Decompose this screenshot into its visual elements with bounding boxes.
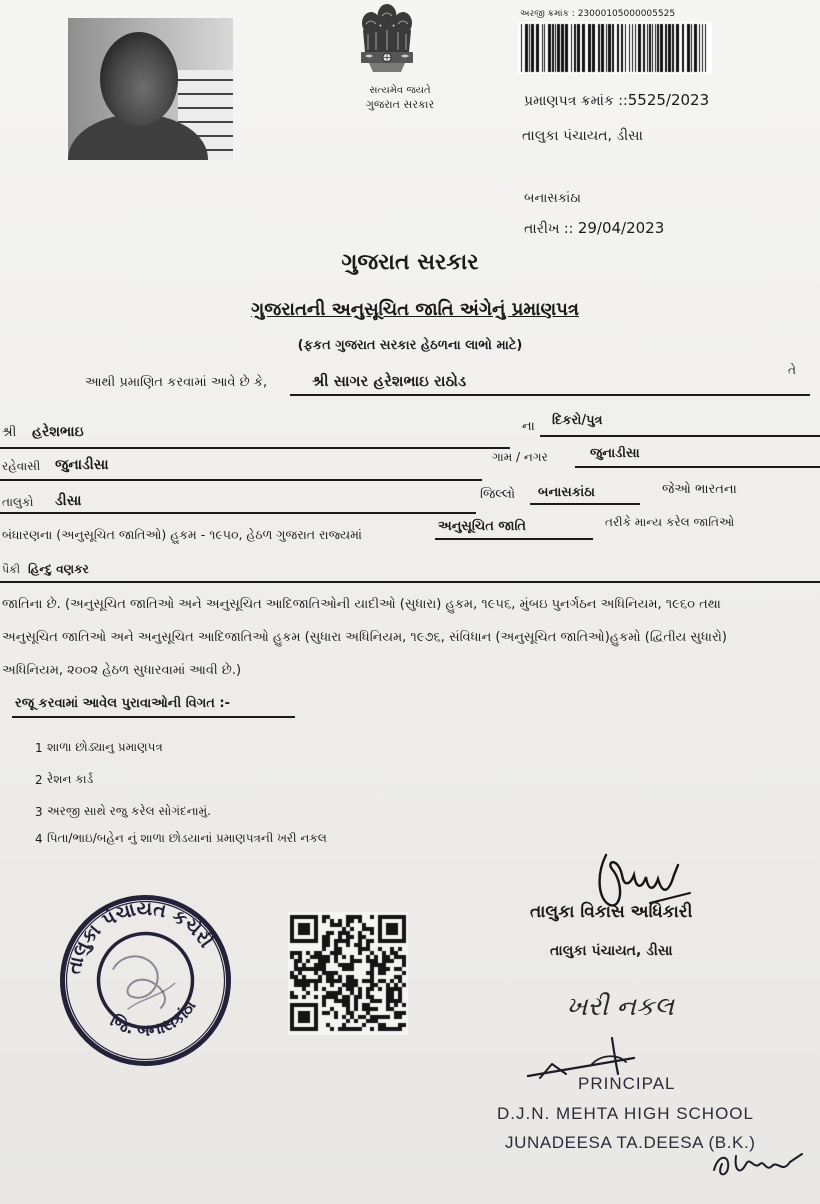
certificate-title: ગુજરાતની અનુસૂચિત જાતિ અંગેનું પ્રમાણપત્ર — [251, 299, 579, 320]
svg-text:જિ. બનાસકાંઠા — [104, 994, 204, 1048]
relation-prefix: ના — [522, 419, 535, 434]
order-text: બંધારણના (અનુસૂચિત જાતિઓ) હુકમ - ૧૯૫૦, હેઠળ ગુજરાત રાજ્યમાં — [2, 527, 362, 542]
intro-label: આથી પ્રમાણિત કરવામાં આવે છે કે, — [85, 375, 268, 390]
principal-title: PRINCIPAL — [578, 1074, 676, 1093]
state-emblem-icon — [352, 0, 422, 86]
taluka-label: તાલુકો — [2, 495, 34, 509]
school-name: D.J.N. MEHTA HIGH SCHOOL — [497, 1104, 754, 1123]
resident-underline — [0, 479, 482, 481]
taluka-panchayat-seal — [42, 877, 250, 1085]
district-label: જિલ્લો — [480, 487, 516, 502]
applicant-photo — [68, 18, 233, 160]
barcode — [518, 22, 712, 74]
application-number: અરજી ક્રમાંક : 23000105000005525 — [520, 9, 676, 19]
proof-item-number: 1 — [35, 741, 43, 755]
relation-underline — [540, 435, 820, 437]
principal-initials-signature — [706, 1140, 810, 1186]
village-underline — [575, 466, 820, 468]
government-heading: ગુજરાત સરકાર — [341, 250, 479, 275]
legal-text-line: અધિનિયમ, ૨૦૦૨ હેઠળ સુધારવામાં આવી છે.) — [2, 663, 242, 678]
district-suffix: જેઓ ભારતના — [662, 482, 737, 497]
village-label: ગામ / નગર — [492, 450, 548, 464]
certificate-note: (ફકત ગુજરાત સરકાર હેઠળના લાભો માટે) — [297, 338, 523, 353]
emblem-government-label: ગુજરાત સરકાર — [365, 98, 435, 111]
proof-item-number: 4 — [35, 832, 43, 846]
qr-code — [288, 912, 408, 1035]
proofs-heading-underline — [12, 716, 295, 718]
relation: દિકરો/પુત્ર — [552, 413, 603, 428]
resident-of: જુનાડીસા — [55, 457, 109, 473]
proof-item-number: 3 — [35, 805, 43, 819]
seal-bottom-text: જિ. બનાસકાંઠા — [107, 996, 200, 1040]
district: બનાસકાંઠા — [538, 485, 595, 500]
category: અનુસૂચિત જાતિ — [438, 519, 527, 534]
caste-underline — [0, 581, 820, 583]
legal-text-line: જાતિના છે. (અનુસૂચિત જાતિઓ અને અનુસૂચિત આદિજાતિઓની યાદીઓ (સુધારા) હુકમ, ૧૯૫૬, મુંબઇ પુનર્ગઠન અધિનિયમ, ૧૯૬૦ તથા — [2, 597, 721, 612]
holder-name-underline — [290, 394, 810, 396]
issue-date-row — [524, 218, 784, 239]
legal-text-line: અનુસૂચિત જાતિઓ અને અનુસૂચિત આદિજાતિઓ હુકમ (સુધારા અધિનિયમ, ૧૯૭૬, સંવિધાન (અનુસૂચિત જાતિઓ)હુકમો (દ્વિતીય સુધારો) — [2, 630, 727, 645]
signatory-office: તાલુકા પંચાયત, ડીસા — [550, 943, 673, 959]
father-name-underline — [0, 447, 510, 449]
proof-item-text: અરજી સાથે રજુ કરેલ સોગંદનામું. — [47, 804, 211, 818]
issuing-district: બનાસકાંઠા — [524, 191, 581, 206]
district-underline — [530, 503, 640, 505]
proof-item-text: પિતા/ભાઇ/બહેન નું શાળા છોડયાનાં પ્રમાણપત્રની ખરી નકલ — [47, 831, 327, 845]
father-prefix: શ્રી — [2, 425, 17, 440]
photo-head — [100, 32, 178, 126]
proof-item-text: રેશન કાર્ડ — [47, 772, 94, 786]
caste-prefix: પૈકી — [2, 563, 21, 576]
village: જુનાડીસા — [590, 446, 640, 461]
holder-name: શ્રી સાગર હરેશભાઇ રાઠોડ — [312, 372, 467, 390]
emblem-motto: સત્યમેવ જયતે — [369, 85, 431, 96]
resident-label: રહેવાસી — [2, 459, 41, 473]
issue-date-label: તારીખ :: — [524, 221, 574, 237]
certificate-number-row — [524, 90, 794, 111]
proof-item-number: 2 — [35, 773, 43, 787]
holder-suffix: તે — [788, 363, 796, 377]
seal-top-text: તાલુકા પંચાયત કચેરી — [63, 897, 218, 977]
school-address: JUNADEESA TA.DEESA (B.K.) — [505, 1133, 756, 1152]
category-underline — [435, 538, 593, 540]
signatory-designation: તાલુકા વિકાસ અધિકારી — [530, 902, 693, 922]
certificate-number: 5525/2023 — [627, 91, 710, 109]
taluka: ડીસા — [55, 493, 82, 509]
proof-item-text: શાળા છોડ્યાનુ પ્રમાણપત્ર — [47, 740, 163, 754]
proofs-heading: રજૂ કરવામાં આવેલ પુરાવાઓની વિગત :- — [15, 696, 230, 711]
taluka-underline — [0, 512, 476, 514]
category-suffix: તરીકે માન્ય કરેલ જાતિઓ — [605, 515, 735, 529]
issue-date: 29/04/2023 — [577, 219, 665, 237]
certificate-number-label: પ્રમાણપત્ર ક્રમાંક :: — [524, 93, 628, 109]
issuing-office: તાલુકા પંચાયત, ડીસા — [522, 128, 643, 144]
caste: હિન્દુ વણકર — [28, 562, 89, 576]
handwritten-true-copy-note: ખરી નકલ — [566, 992, 674, 1022]
father-name: હરેશભાઇ — [32, 424, 84, 440]
